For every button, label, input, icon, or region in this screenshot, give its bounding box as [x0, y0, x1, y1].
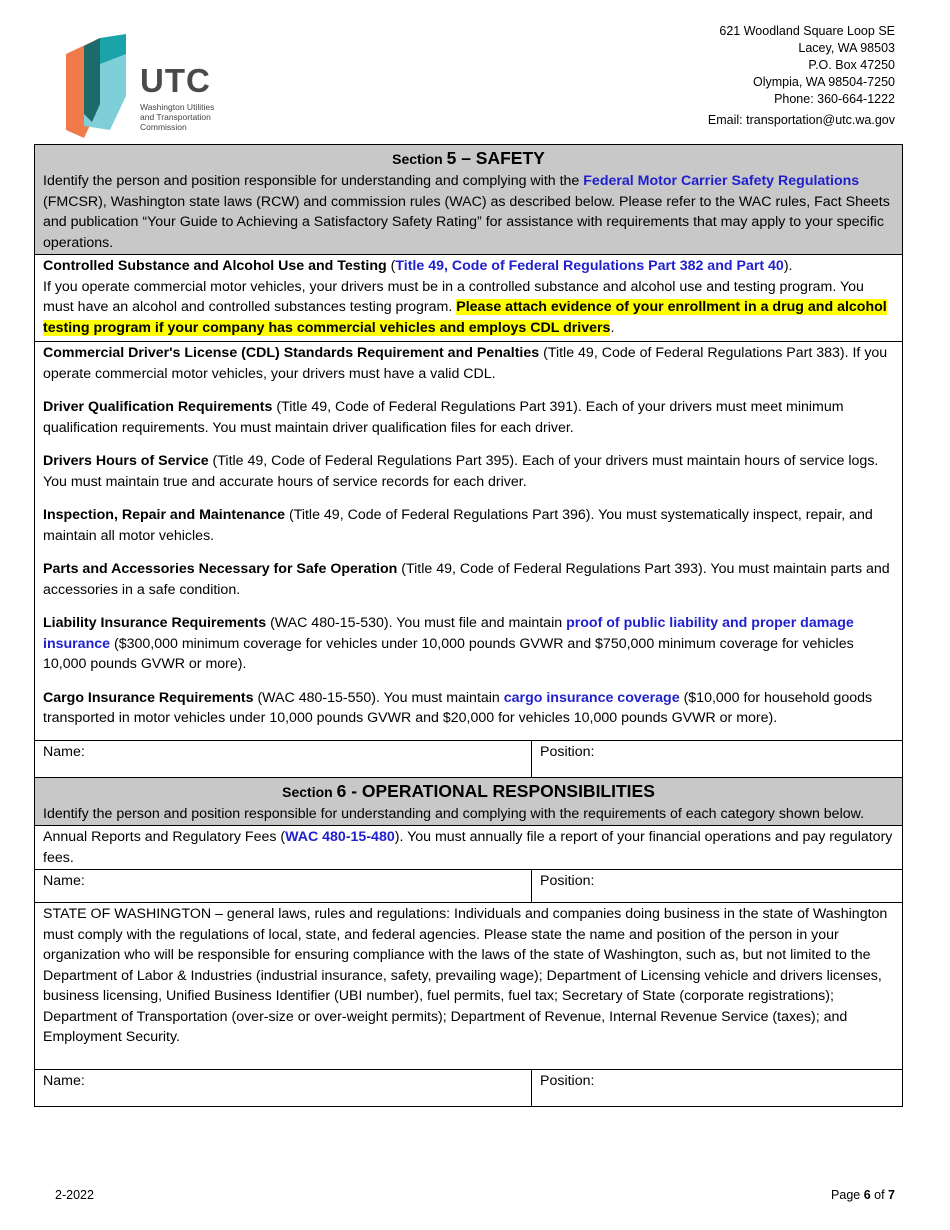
section-5-title: Section 5 – SAFETY: [392, 148, 545, 168]
section-6-header: [35, 777, 903, 826]
address-line: Lacey, WA 98503: [798, 41, 895, 55]
requirements-cell: [35, 342, 903, 741]
safety-form-table: [34, 144, 903, 1107]
cargo-insurance-link[interactable]: cargo insurance coverage: [503, 689, 680, 706]
requirement-item: Parts and Accessories Necessary for Safe Operation (Title 49, Code of Federal Regulations Part 393). You must maintain parts and accessories in a safe condition.: [43, 561, 890, 598]
contact-address: [708, 23, 895, 129]
annual-name-field[interactable]: Name:: [35, 870, 532, 903]
controlled-substance-title: Controlled Substance and Alcohol Use and Testing: [43, 258, 387, 274]
address-line: Olympia, WA 98504-7250: [753, 75, 895, 89]
address-line: P.O. Box 47250: [808, 58, 895, 72]
annual-position-field[interactable]: Position:: [532, 870, 903, 903]
requirement-item: Driver Qualification Requirements (Title 49, Code of Federal Regulations Part 391). Each of your drivers must meet minimum qualification requirements. You must maintain driver qualification files for each driver.: [43, 399, 844, 436]
liability-item: Liability Insurance Requirements (WAC 480-15-530). You must file and maintain proof of public liability and proper damage insurance ($300,000 minimum coverage for vehicles under 10,000 pounds GVWR and $750,000 minimum coverage for vehicles 10,000 pounds GVWR or more).: [43, 615, 854, 672]
address-line: 621 Woodland Square Loop SE: [719, 24, 895, 38]
revision-date: 2-2022: [55, 1188, 94, 1202]
state-of-washington-cell: [35, 903, 903, 1070]
section-5-position-field[interactable]: Position:: [532, 740, 903, 777]
phone-line: Phone: 360-664-1222: [774, 92, 895, 106]
email-line: Email: transportation@utc.wa.gov: [707, 113, 895, 127]
section-5-header: [35, 145, 903, 255]
utc-logo-mark-icon: [62, 34, 132, 140]
section-6-title: Section 6 - OPERATIONAL RESPONSIBILITIES: [282, 780, 655, 801]
requirement-item: Drivers Hours of Service (Title 49, Code of Federal Regulations Part 395). Each of your drivers must maintain hours of service logs. You must maintain true and accurate hours of service records for each driver.: [43, 453, 879, 490]
state-position-field[interactable]: Position:: [532, 1069, 903, 1106]
requirement-item: Inspection, Repair and Maintenance (Title 49, Code of Federal Regulations Part 396). You must systematically inspect, repair, and maintain all motor vehicles.: [43, 507, 873, 544]
requirement-item: Commercial Driver's License (CDL) Standards Requirement and Penalties (Title 49, Code of Federal Regulations Part 383). If you operate commercial motor vehicles, your drivers must have a valid CDL.: [43, 345, 888, 382]
fmcsr-link[interactable]: Federal Motor Carrier Safety Regulations: [583, 173, 860, 189]
attach-evidence-highlight: Please attach evidence of your enrollment in a drug and alcohol testing program if your company has commercial vehicles and employs CDL drivers: [43, 299, 887, 336]
cargo-item: Cargo Insurance Requirements (WAC 480-15-550). You must maintain cargo insurance coverage ($10,000 for household goods transported in motor vehicles under 10,000 pounds GVWR and $20,000 for vehicles 10,000 pounds GVWR or more).: [43, 689, 873, 726]
wac-480-15-480-link[interactable]: WAC 480-15-480: [285, 829, 395, 845]
cfr-382-link[interactable]: Title 49, Code of Federal Regulations Part 382 and Part 40: [395, 258, 784, 274]
section-5-name-field[interactable]: Name:: [35, 740, 532, 777]
page-number: Page 6 of 7: [831, 1188, 895, 1202]
state-name-field[interactable]: Name:: [35, 1069, 532, 1106]
utc-logo: [62, 34, 232, 140]
liability-insurance-link[interactable]: proof of public liability and proper damage insurance: [43, 615, 854, 652]
logo-name: UTC: [140, 62, 211, 99]
state-of-washington-text: STATE OF WASHINGTON – general laws, rules and regulations: Individuals and companies doing business in the state of Washington must comply with the regulations of local, state, and federal agencies. Please state the name and position of the person in your organization who will be responsible for ensuring compliance with the laws of the state of Washington, such as, but not limited to the Department of Labor & Industries (industrial insurance, safety, prevailing wage); Department of Licensing vehicle and drivers licenses, business licensing, Unified Business Identifier (UBI number), fuel permits, fuel tax; Secretary of State (corporate registrations); Department of Transportation (over-size or over-weight permits); Department of Revenue, Internal Revenue Service (taxes); and Employment Security.: [43, 906, 888, 1045]
annual-reports-cell: Annual Reports and Regulatory Fees (WAC 480-15-480). You must annually file a report of your financial operations and pay regulatory fees.: [35, 826, 903, 870]
logo-subtitle: Washington Utilities and Transportation Commission: [140, 102, 215, 132]
controlled-substance-cell: Controlled Substance and Alcohol Use and Testing (Title 49, Code of Federal Regulations Part 382 and Part 40). If you operate commercial motor vehicles, your drivers must be in a controlled substance and alcohol use and testing program. You must have an alcohol and controlled substances testing program. Please attach evidence of your enrollment in a drug and alcohol testing program if your company has commercial vehicles and employs CDL drivers.: [35, 255, 903, 342]
section-6-intro: Identify the person and position responsible for understanding and complying with the requirements of each category shown below.: [43, 805, 865, 822]
section-5-intro: Identify the person and position responsible for understanding and complying with the Federal Motor Carrier Safety Regulations (FMCSR), Washington state laws (RCW) and commission rules (WAC) as described below. Please refer to the WAC rules, Fact Sheets and publication “Your Guide to Achieving a Satisfactory Safety Rating” for assistance with requirements that may apply to your specific operations.: [43, 173, 890, 251]
